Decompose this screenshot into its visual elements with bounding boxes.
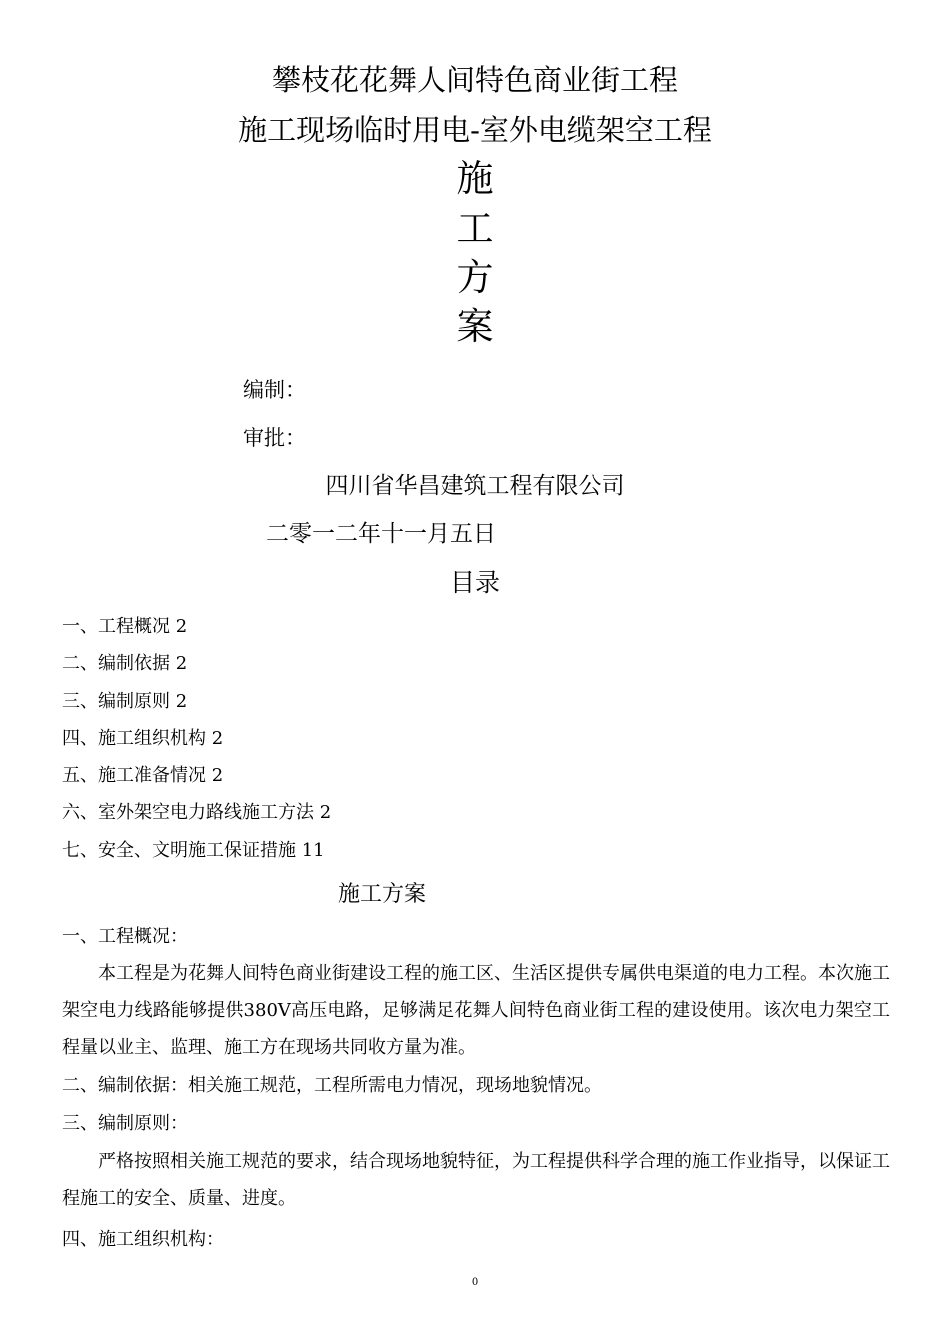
toc-item: 六、室外架空电力路线施工方法 2 — [62, 802, 332, 823]
toc-item: 二、编制依据 2 — [62, 653, 188, 674]
approver-label: 审批： — [243, 426, 306, 450]
project-title: 攀枝花花舞人间特色商业街工程 — [271, 63, 678, 97]
cover-char-1: 施 — [456, 157, 494, 200]
toc-title: 目录 — [449, 568, 500, 597]
toc-item: 五、施工准备情况 2 — [62, 765, 224, 786]
section-1-paragraph: 本工程是为花舞人间特色商业街建设工程的施工区、生活区提供专属供电渠道的电力工程。本次施工架空电力线路能够提供380V高压电路，足够满足花舞人间特色商业街工程的建设使用。该次电力架空工程量以业主、监理、施工方在现场共同收方量为准。 — [62, 963, 890, 1058]
section-3-heading: 三、编制原则： — [62, 1113, 188, 1134]
company-name: 四川省华昌建筑工程有限公司 — [325, 473, 625, 499]
section-1-heading: 一、工程概况： — [62, 926, 188, 947]
document-date: 二零一二年十一月五日 — [266, 521, 496, 547]
project-subtitle: 施工现场临时用电-室外电缆架空工程 — [238, 113, 712, 147]
section-3-paragraph: 严格按照相关施工规范的要求，结合现场地貌特征，为工程提供科学合理的施工作业指导，以保证工程施工的安全、质量、进度。 — [62, 1151, 890, 1209]
cover-char-4: 案 — [456, 305, 494, 348]
section-2-heading: 二、编制依据：相关施工规范，工程所需电力情况，现场地貌情况。 — [62, 1075, 602, 1096]
toc-item: 四、施工组织机构 2 — [62, 728, 224, 749]
cover-char-2: 工 — [456, 207, 494, 250]
body-title: 施工方案 — [338, 882, 427, 907]
cover-char-3: 方 — [456, 256, 494, 299]
toc-item: 三、编制原则 2 — [62, 691, 188, 712]
compiler-label: 编制： — [243, 378, 306, 402]
section-4-heading: 四、施工组织机构： — [62, 1229, 224, 1250]
toc-item: 七、安全、文明施工保证措施 11 — [62, 840, 325, 861]
toc-item: 一、工程概况 2 — [62, 616, 188, 637]
page-number: 0 — [471, 1277, 479, 1288]
